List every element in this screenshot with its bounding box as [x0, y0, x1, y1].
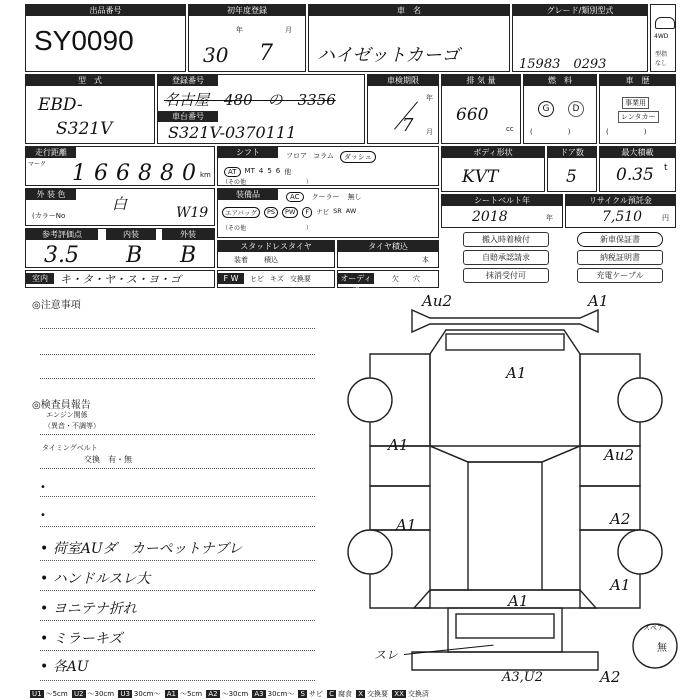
- recycle-unit: 円: [662, 214, 669, 222]
- equipment-cooler: クーラー: [311, 193, 340, 201]
- type-cert-label: 型指 なし: [655, 51, 668, 67]
- report-item: • ミラーキズ: [40, 631, 123, 647]
- legend-desc: 交換済: [407, 690, 429, 698]
- studless-box: [217, 240, 335, 268]
- grade-value: 15983 0293: [519, 57, 607, 72]
- tire-load-unit: 本: [422, 256, 429, 264]
- grade-box: [512, 4, 648, 72]
- audio-label: オーディオ: [338, 273, 374, 284]
- registration-value: 名古屋 480 の 3356: [164, 91, 336, 109]
- shift-box: [217, 146, 439, 186]
- body-type-value: KVT: [462, 167, 499, 187]
- doc-tax: 納税証明書: [577, 250, 663, 265]
- shift-6: 6: [275, 167, 281, 175]
- legend-key: A1: [166, 690, 176, 698]
- inspection-month-unit: 月: [426, 128, 433, 136]
- inspector-line: [40, 468, 315, 469]
- condition-mark: A1: [588, 292, 609, 310]
- fuel-paren: ( ): [530, 128, 571, 136]
- condition-mark: スレ: [374, 648, 399, 662]
- first-registration-month: 7: [259, 41, 273, 66]
- spare-label: スペア: [643, 624, 664, 632]
- shift-mt: MT: [244, 167, 255, 175]
- condition-mark: Au2: [422, 292, 453, 310]
- seatbelt-label: シートベルト年: [442, 195, 562, 206]
- interior-notes-box: [25, 270, 215, 288]
- fuel-option-g: G: [538, 101, 554, 117]
- car-name-box: [308, 4, 510, 72]
- body-type-label: ボディ形状: [442, 147, 544, 158]
- seatbelt-box: [441, 194, 563, 228]
- interior-label: 内装: [106, 229, 156, 240]
- legend-key: C: [329, 690, 335, 698]
- fuel-box: [523, 74, 597, 144]
- inspector-label: ◎検査員報告: [32, 400, 91, 411]
- load-box: [599, 146, 676, 192]
- report-item: • ハンドルスレ大: [40, 571, 151, 587]
- color-label: 外 装 色: [26, 189, 76, 200]
- lot-value: SY0090: [34, 25, 134, 56]
- fw-box: [217, 270, 335, 288]
- notes-label: ◎注意事項: [32, 300, 81, 311]
- tire-load-label: タイヤ積込: [338, 241, 438, 252]
- interior-notes-value: キ・タ・ヤ・ス・ヨ・ゴ: [60, 273, 181, 286]
- drive-box: [650, 4, 676, 72]
- load-label: 最大積載: [600, 147, 675, 158]
- legend-key: U3: [120, 690, 130, 698]
- report-item: • ヨニテナ折れ: [40, 601, 137, 617]
- legend-desc: 30cm～: [267, 690, 295, 698]
- condition-mark: A1: [508, 592, 529, 610]
- equipment-pw: PW: [282, 207, 298, 218]
- legend-key: U1: [32, 690, 42, 698]
- studless-fitted: 装着: [234, 256, 248, 264]
- displacement-label: 排 気 量: [442, 75, 520, 86]
- tire-load-box: [337, 240, 439, 268]
- legend-key: U2: [73, 690, 84, 698]
- legend-key: S: [300, 690, 305, 698]
- legend-key: A2: [208, 690, 218, 698]
- legend-desc: 腐食: [338, 690, 353, 698]
- equipment-none: 無し: [347, 193, 362, 201]
- equipment-f: F: [302, 207, 312, 218]
- equipment-ac: AC: [286, 192, 304, 202]
- equipment-row-3: （その他 ）: [222, 225, 313, 232]
- inspector-line: [40, 590, 315, 591]
- studless-options: [234, 255, 278, 265]
- inspector-line: [40, 496, 315, 497]
- legend-desc: 30cm～: [133, 690, 161, 698]
- color-value: 白: [112, 195, 128, 213]
- inspection-year-unit: 年: [426, 94, 433, 102]
- equipment-row-2: [222, 207, 356, 218]
- legend-desc: ～30cm: [221, 690, 249, 698]
- mileage-digit: 8: [138, 161, 152, 186]
- history-option-business: 事業用: [622, 97, 649, 109]
- fuel-option-d: D: [568, 101, 584, 117]
- shift-label: シフト: [218, 147, 278, 158]
- doc-insurance: 自賠承認請求: [463, 250, 549, 265]
- first-registration-year: 30: [203, 43, 229, 67]
- shift-row-1: [286, 151, 376, 163]
- mark-label: マーク: [28, 161, 47, 168]
- report-item: •: [40, 482, 46, 493]
- inspection-month: 7: [402, 115, 414, 136]
- car-diagram: [340, 290, 690, 690]
- audio-hole: 穴: [413, 275, 420, 283]
- shift-dash: ダッシュ: [340, 151, 376, 163]
- color-box: [25, 188, 215, 226]
- condition-mark: A1: [506, 364, 527, 382]
- displacement-box: [441, 74, 521, 144]
- month-unit: 月: [285, 26, 292, 34]
- fw-label: F W: [218, 273, 244, 284]
- condition-mark: A1: [388, 436, 409, 454]
- score-label: 参考評価点: [26, 229, 98, 240]
- doors-box: [547, 146, 597, 192]
- color-code: W19: [176, 205, 209, 221]
- audio-box: [337, 270, 439, 294]
- legend-desc: 交換要: [367, 690, 389, 698]
- legend-key: A3: [254, 690, 264, 698]
- inspection-box: [367, 74, 439, 144]
- equipment-sr: SR: [333, 207, 342, 215]
- condition-mark: A2: [600, 668, 621, 686]
- timing-label: タイミングベルト: [42, 444, 98, 452]
- history-box: [599, 74, 676, 144]
- registration-box: [157, 74, 365, 144]
- inspector-line: [40, 560, 315, 561]
- mileage-digit: 1: [72, 161, 86, 186]
- history-option-rental: レンタカー: [618, 111, 659, 123]
- fw-replace: 交換要: [289, 275, 311, 283]
- inspector-line: [40, 650, 315, 651]
- load-unit: t: [664, 163, 668, 173]
- equipment-row-1: [286, 192, 362, 202]
- mileage-digit: 6: [94, 161, 108, 186]
- notes-line: [40, 378, 315, 379]
- legend-key: XX: [394, 690, 404, 698]
- audio-options: [392, 274, 420, 284]
- engine-label: エンジン関係: [46, 411, 88, 419]
- mileage-unit: km: [200, 171, 211, 179]
- color-code-label: (カラーNo: [32, 212, 66, 220]
- condition-mark: A1: [396, 516, 417, 534]
- report-item: •: [40, 510, 46, 521]
- equipment-aw: AW: [345, 207, 357, 215]
- damage-legend: [0, 689, 700, 700]
- legend-desc: サビ: [308, 690, 323, 698]
- spare-value: 無: [657, 643, 667, 654]
- shift-row-3: （その他 ）: [222, 179, 313, 186]
- model-label: 型 式: [26, 75, 154, 86]
- report-item: • 各AU: [40, 659, 89, 675]
- doors-label: ドア数: [548, 147, 596, 158]
- mileage-digit: 0: [182, 161, 196, 186]
- equipment-box: [217, 188, 439, 238]
- doc-arrival: 搬入時着検付: [463, 232, 549, 247]
- displacement-value: 660: [456, 105, 489, 125]
- studless-label: スタッドレスタイヤ: [218, 241, 334, 252]
- first-registration-label: 初年度登録: [189, 5, 305, 16]
- model-value-1: EBD-: [38, 95, 83, 115]
- seatbelt-unit: 年: [546, 214, 553, 222]
- year-unit: 年: [236, 26, 243, 34]
- equipment-airbag: エアバッグ: [222, 207, 260, 218]
- mileage-digit: 6: [116, 161, 130, 186]
- condition-mark: Au2: [604, 446, 635, 464]
- inspector-line: [40, 434, 315, 435]
- displacement-unit: cc: [506, 125, 514, 133]
- recycle-label: リサイクル預託金: [566, 195, 675, 206]
- history-label: 車 歴: [600, 75, 675, 86]
- first-registration-box: [188, 4, 306, 72]
- load-value: 0.35: [616, 165, 654, 185]
- car-name-value: ハイゼットカーゴ: [317, 45, 460, 66]
- score-box: [25, 228, 215, 268]
- fw-scratch: キズ: [270, 275, 284, 283]
- shift-at: AT: [224, 167, 241, 177]
- equipment-navi: ナビ: [316, 208, 330, 216]
- fw-crack: ヒビ: [250, 275, 264, 283]
- exterior-label: 外装: [162, 229, 214, 240]
- docs-panel: [441, 230, 676, 286]
- fw-options: [250, 274, 311, 284]
- inspector-line: [40, 526, 315, 527]
- car-badge-icon: [655, 17, 675, 29]
- doc-cancel: 抹消受付可: [463, 268, 549, 283]
- score-value: 3.5: [44, 243, 79, 268]
- legend-desc: ～5cm: [179, 690, 203, 698]
- condition-mark: A1: [610, 576, 631, 594]
- report-item: • 荷室AUダ カーペットナブレ: [40, 541, 243, 557]
- shift-5: 5: [267, 167, 272, 175]
- registration-label: 登録番号: [158, 75, 218, 86]
- audio-missing: 欠: [392, 275, 399, 283]
- inspection-label: 車検期限: [368, 75, 438, 86]
- inspector-line: [40, 620, 315, 621]
- inspector-line: [40, 680, 315, 681]
- car-name-label: 車 名: [309, 5, 509, 16]
- doc-charge-cable: 充電ケーブル: [577, 268, 663, 283]
- chassis-value: S321V-0370111: [168, 123, 297, 142]
- chassis-label: 車台番号: [158, 111, 218, 122]
- fuel-label: 燃 料: [524, 75, 596, 86]
- notes-line: [40, 328, 315, 329]
- equipment-label: 装備品: [218, 189, 278, 200]
- legend-desc: ～5cm: [45, 690, 68, 698]
- shift-row-2: [224, 167, 291, 177]
- interior-value: B: [126, 243, 143, 268]
- doors-value: 5: [566, 167, 577, 187]
- notes-line: [40, 354, 315, 355]
- shift-other: 他: [284, 168, 292, 176]
- grade-label: グレード/類別型式: [513, 5, 647, 16]
- mileage-digits: [68, 161, 200, 186]
- shift-4: 4: [258, 167, 264, 175]
- engine-sub-label: （異音・不調等）: [44, 422, 100, 430]
- condition-mark: A3,U2: [502, 670, 544, 685]
- doc-warranty: 新車保証書: [577, 232, 663, 247]
- equipment-ps: PS: [264, 207, 278, 218]
- history-paren: ( ): [606, 128, 647, 136]
- mileage-digit: 8: [160, 161, 174, 186]
- interior-notes-label: 室内: [26, 273, 54, 284]
- recycle-value: 7,510: [602, 209, 643, 225]
- studless-loaded: 積込: [264, 256, 278, 264]
- model-box: [25, 74, 155, 144]
- condition-mark: A2: [610, 510, 631, 528]
- body-type-box: [441, 146, 545, 192]
- legend-key: X: [358, 690, 364, 698]
- timing-sub-label: 交換 有・無: [84, 455, 132, 464]
- four-wd-label: 4WD: [654, 33, 669, 40]
- shift-floor: フロア: [286, 152, 307, 160]
- mileage-box: [25, 146, 215, 186]
- shift-column: コラム: [313, 152, 334, 160]
- legend-desc: ～30cm: [87, 690, 115, 698]
- lot-box: [25, 4, 186, 72]
- recycle-box: [565, 194, 676, 228]
- lot-label: 出品番号: [26, 5, 185, 16]
- exterior-value: B: [180, 243, 197, 268]
- seatbelt-value: 2018: [472, 209, 508, 225]
- mileage-label: 走行距離: [26, 147, 76, 158]
- model-value-2: S321V: [56, 119, 113, 139]
